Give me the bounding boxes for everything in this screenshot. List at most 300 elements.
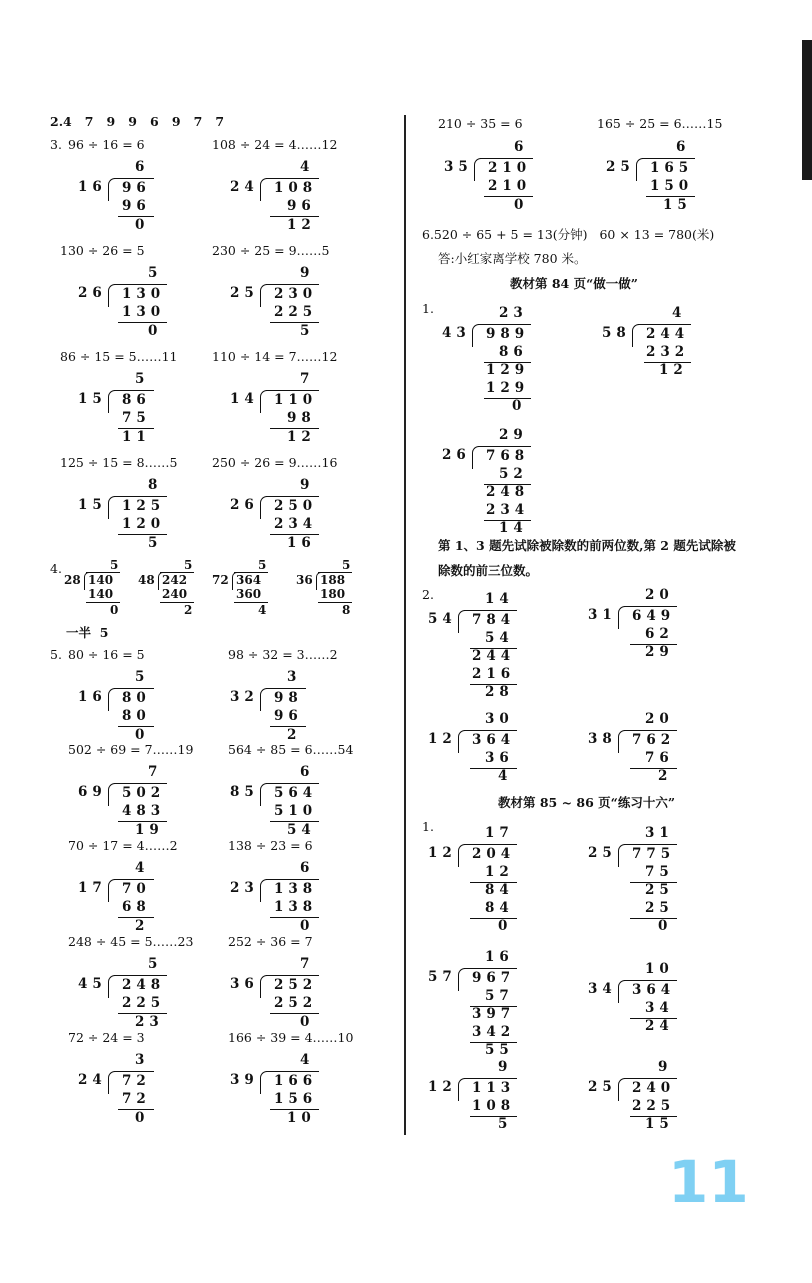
quotient: 3 (287, 669, 302, 685)
product: 96 (122, 198, 151, 214)
remainder: 54 (287, 822, 316, 838)
product: 360 (236, 587, 262, 601)
division-equation: 96 ÷ 16 = 6 (68, 137, 145, 152)
divisor: 24 (230, 179, 259, 195)
division-bar (642, 158, 695, 159)
note-line-2: 除数的前三位数。 (438, 563, 539, 578)
division-bracket (260, 178, 267, 201)
divisor: 12 (428, 1079, 457, 1095)
divisor: 25 (606, 159, 635, 175)
divisor: 17 (78, 880, 107, 896)
division-bracket (458, 968, 465, 991)
division-bracket (458, 610, 465, 633)
divisor: 15 (78, 391, 107, 407)
division-bracket (618, 1078, 625, 1101)
product: 234 (274, 516, 318, 532)
quotient: 8 (148, 477, 163, 493)
divisor: 12 (428, 845, 457, 861)
remainder: 0 (512, 398, 527, 414)
section-heading-p85: 教材第 85 ~ 86 页“练习十六” (498, 795, 676, 810)
product: 225 (274, 304, 318, 320)
dividend: 240 (632, 1080, 676, 1096)
division-bracket (260, 1071, 267, 1094)
quotient: 4 (300, 1052, 315, 1068)
division-bracket (108, 390, 115, 413)
remainder: 4 (258, 603, 267, 617)
division-equation: 86 ÷ 15 = 5……11 (60, 349, 178, 364)
product: 84 (485, 900, 514, 916)
division-bracket (260, 879, 267, 902)
division-equation: 166 ÷ 39 = 4……10 (228, 1030, 354, 1045)
division-bracket (260, 783, 267, 806)
partial-dividend: 84 (485, 882, 514, 898)
s84-label: 1. (422, 301, 434, 316)
remainder: 4 (498, 768, 513, 784)
dividend: 166 (274, 1073, 318, 1089)
quotient: 5 (135, 371, 150, 387)
quotient: 3 (135, 1052, 150, 1068)
product: 72 (122, 1091, 151, 1107)
product: 96 (274, 708, 303, 724)
divisor: 25 (588, 1079, 617, 1095)
dividend: 364 (632, 982, 676, 998)
quotient: 9 (498, 1059, 513, 1075)
remainder: 29 (645, 644, 674, 660)
quotient: 5 (342, 558, 351, 572)
quotient: 29 (499, 427, 528, 443)
product: 80 (122, 708, 151, 724)
page-edge-shadow (802, 40, 812, 180)
quotient: 5 (110, 558, 119, 572)
remainder: 5 (300, 323, 315, 339)
division-bracket (636, 158, 643, 181)
remainder: 19 (135, 822, 164, 838)
division-bracket (632, 324, 639, 347)
dividend: 165 (650, 160, 694, 176)
partial-dividend: 248 (486, 484, 530, 500)
division-bracket (618, 730, 625, 753)
dividend: 775 (632, 846, 676, 862)
divisor: 26 (230, 497, 259, 513)
dividend: 80 (122, 690, 151, 706)
dividend: 502 (122, 785, 166, 801)
division-equation: 210 ÷ 35 = 6 (438, 116, 523, 131)
product: 25 (645, 900, 674, 916)
division-bracket (108, 783, 115, 806)
product: 216 (472, 666, 516, 682)
product: 225 (632, 1098, 676, 1114)
division-equation: 248 ÷ 45 = 5……23 (68, 934, 194, 949)
dividend: 244 (646, 326, 690, 342)
dividend: 98 (274, 690, 303, 706)
division-equation: 502 ÷ 69 = 7……19 (68, 742, 194, 757)
remainder: 0 (135, 1110, 150, 1126)
division-bar (266, 284, 319, 285)
quotient: 7 (300, 371, 315, 387)
dividend: 210 (488, 160, 532, 176)
dividend: 564 (274, 785, 318, 801)
division-bracket (458, 730, 465, 753)
quotient: 5 (258, 558, 267, 572)
dividend: 989 (486, 326, 530, 342)
remainder: 0 (300, 1014, 315, 1030)
product: 232 (646, 344, 690, 360)
product: 52 (499, 466, 528, 482)
division-bracket (108, 879, 115, 902)
division-bar (114, 783, 167, 784)
quotient: 6 (300, 860, 315, 876)
remainder: 16 (287, 535, 316, 551)
division-bar (638, 324, 691, 325)
division-bracket (108, 178, 115, 201)
divisor: 38 (588, 731, 617, 747)
quotient: 20 (645, 587, 674, 603)
column-divider (404, 115, 406, 1135)
division-bracket (618, 844, 625, 867)
divisor: 23 (230, 880, 259, 896)
division-equation: 250 ÷ 26 = 9……16 (212, 455, 338, 470)
product: 98 (287, 410, 316, 426)
partial-dividend: 129 (486, 362, 530, 378)
remainder: 14 (499, 520, 528, 536)
divisor: 12 (428, 731, 457, 747)
division-bar (266, 975, 319, 976)
remainder: 12 (287, 429, 316, 445)
division-equation: 98 ÷ 32 = 3……2 (228, 647, 338, 662)
remainder: 0 (135, 727, 150, 743)
division-bracket (260, 284, 267, 307)
dividend: 762 (632, 732, 676, 748)
product: 75 (122, 410, 151, 426)
dividend: 250 (274, 498, 318, 514)
quotient: 23 (499, 305, 528, 321)
remainder: 5 (148, 535, 163, 551)
division-bar (114, 496, 167, 497)
product: 150 (650, 178, 694, 194)
division-bar (266, 879, 319, 880)
page-number: 11 (668, 1148, 749, 1216)
division-equation: 564 ÷ 85 = 6……54 (228, 742, 354, 757)
division-equation: 138 ÷ 23 = 6 (228, 838, 313, 853)
remainder: 2 (184, 603, 193, 617)
division-bracket (472, 446, 479, 469)
division-equation: 80 ÷ 16 = 5 (68, 647, 145, 662)
dividend: 108 (274, 180, 318, 196)
dividend: 364 (472, 732, 516, 748)
division-bar (624, 730, 677, 731)
remainder: 11 (122, 429, 151, 445)
quotient: 20 (645, 711, 674, 727)
divisor: 28 (64, 573, 81, 587)
partial-dividend: 244 (472, 648, 516, 664)
q6-equation: 6.520 ÷ 65 + 5 = 13(分钟) 60 × 13 = 780(米) (422, 227, 715, 242)
partial-dividend: 25 (645, 882, 674, 898)
remainder: 2 (135, 918, 150, 934)
dividend: 70 (122, 881, 151, 897)
divisor: 48 (138, 573, 155, 587)
remainder: 8 (342, 603, 351, 617)
product: 483 (122, 803, 166, 819)
dividend: 204 (472, 846, 516, 862)
remainder: 0 (148, 323, 163, 339)
division-equation: 125 ÷ 15 = 8……5 (60, 455, 178, 470)
division-bar (624, 1078, 677, 1079)
division-equation: 165 ÷ 25 = 6……15 (597, 116, 723, 131)
dividend: 138 (274, 881, 318, 897)
quotient: 6 (135, 159, 150, 175)
product: 140 (88, 587, 114, 601)
quotient: 30 (485, 711, 514, 727)
dividend: 113 (472, 1080, 516, 1096)
division-bar (114, 178, 154, 179)
product: 86 (499, 344, 528, 360)
divisor: 58 (602, 325, 631, 341)
q3-label: 3. (50, 137, 62, 152)
q2-label: 2. (422, 587, 434, 602)
quotient: 6 (514, 139, 529, 155)
division-bar (114, 975, 167, 976)
remainder: 0 (110, 603, 119, 617)
remainder: 12 (659, 362, 688, 378)
division-bar (114, 284, 167, 285)
product: 138 (274, 899, 318, 915)
product: 68 (122, 899, 151, 915)
dividend: 784 (472, 612, 516, 628)
quotient: 9 (300, 477, 315, 493)
dividend: 242 (162, 573, 188, 587)
division-bracket (618, 980, 625, 1003)
remainder: 0 (498, 918, 513, 934)
dividend: 230 (274, 286, 318, 302)
division-bracket (260, 975, 267, 998)
quotient: 4 (135, 860, 150, 876)
divisor: 26 (78, 285, 107, 301)
dividend: 248 (122, 977, 166, 993)
division-bar (266, 783, 319, 784)
remainder: 24 (645, 1018, 674, 1034)
divisor: 35 (444, 159, 473, 175)
division-bar (114, 390, 154, 391)
dividend: 130 (122, 286, 166, 302)
product: 62 (645, 626, 674, 642)
remainder: 10 (287, 1110, 316, 1126)
division-bracket (108, 496, 115, 519)
quotient: 9 (300, 265, 315, 281)
dividend: 768 (486, 448, 530, 464)
division-bar (464, 730, 517, 731)
divisor: 54 (428, 611, 457, 627)
division-bar (266, 390, 319, 391)
product: 342 (472, 1024, 516, 1040)
remainder: 0 (135, 217, 150, 233)
quotient: 5 (148, 956, 163, 972)
product: 76 (645, 750, 674, 766)
product: 120 (122, 516, 166, 532)
product: 240 (162, 587, 188, 601)
product: 96 (287, 198, 316, 214)
divisor: 32 (230, 689, 259, 705)
dividend: 649 (632, 608, 676, 624)
division-equation: 72 ÷ 24 = 3 (68, 1030, 145, 1045)
divisor: 14 (230, 391, 259, 407)
dividend: 364 (236, 573, 262, 587)
remainder: 0 (658, 918, 673, 934)
quotient: 4 (300, 159, 315, 175)
division-equation: 70 ÷ 17 = 4……2 (68, 838, 178, 853)
product: 54 (485, 630, 514, 646)
division-bar (114, 879, 154, 880)
divisor: 43 (442, 325, 471, 341)
quotient: 16 (485, 949, 514, 965)
remainder: 5 (498, 1116, 513, 1132)
division-bar (266, 178, 319, 179)
division-equation: 130 ÷ 26 = 5 (60, 243, 145, 258)
dividend: 125 (122, 498, 166, 514)
quotient: 17 (485, 825, 514, 841)
product: 180 (320, 587, 346, 601)
product: 156 (274, 1091, 318, 1107)
division-bracket (108, 975, 115, 998)
remainder: 28 (485, 684, 514, 700)
division-bracket (260, 390, 267, 413)
remainder: 15 (663, 197, 692, 213)
division-bracket (108, 1071, 115, 1094)
product: 510 (274, 803, 318, 819)
quotient: 10 (645, 961, 674, 977)
division-bar (464, 844, 517, 845)
q2-answers: 2.4 7 9 9 6 9 7 7 (50, 114, 225, 129)
divisor: 45 (78, 976, 107, 992)
division-equation: 230 ÷ 25 = 9……5 (212, 243, 330, 258)
remainder: 12 (287, 217, 316, 233)
division-bracket (474, 158, 481, 181)
division-equation: 108 ÷ 24 = 4……12 (212, 137, 338, 152)
product: 36 (485, 750, 514, 766)
product: 210 (488, 178, 532, 194)
dividend: 110 (274, 392, 318, 408)
dividend: 967 (472, 970, 516, 986)
division-bar (624, 980, 677, 981)
division-bar (464, 610, 517, 611)
product: 252 (274, 995, 318, 1011)
dividend: 252 (274, 977, 318, 993)
division-bracket (260, 688, 267, 711)
division-bar (478, 446, 531, 447)
product: 130 (122, 304, 166, 320)
quotient: 5 (148, 265, 163, 281)
division-bar (266, 1071, 319, 1072)
product: 129 (486, 380, 530, 396)
product: 108 (472, 1098, 516, 1114)
dividend: 140 (88, 573, 114, 587)
dividend: 72 (122, 1073, 151, 1089)
quotient: 6 (676, 139, 691, 155)
q4-label: 4. (50, 561, 62, 576)
quotient: 14 (485, 591, 514, 607)
divisor: 24 (78, 1072, 107, 1088)
quotient: 6 (300, 764, 315, 780)
divisor: 31 (588, 607, 617, 623)
q5-label: 5. (50, 647, 62, 662)
p85-label: 1. (422, 819, 434, 834)
note-line-1: 第 1、3 题先试除被除数的前两位数,第 2 题先试除被 (438, 538, 736, 553)
divisor: 57 (428, 969, 457, 985)
quotient: 7 (148, 764, 163, 780)
dividend: 96 (122, 180, 151, 196)
remainder: 0 (300, 918, 315, 934)
division-bracket (458, 1078, 465, 1101)
division-bar (266, 688, 306, 689)
product: 57 (485, 988, 514, 1004)
divisor: 85 (230, 784, 259, 800)
product: 34 (645, 1000, 674, 1016)
divisor: 69 (78, 784, 107, 800)
dividend: 188 (320, 573, 346, 587)
division-bar (478, 324, 531, 325)
partial-dividend: 397 (472, 1006, 516, 1022)
divisor: 25 (588, 845, 617, 861)
quotient: 5 (135, 669, 150, 685)
division-bar (114, 688, 154, 689)
q4-note: 一半 5 (66, 625, 109, 640)
division-bracket (108, 284, 115, 307)
division-bracket (108, 688, 115, 711)
divisor: 16 (78, 179, 107, 195)
product: 12 (485, 864, 514, 880)
divisor: 36 (296, 573, 313, 587)
remainder: 55 (485, 1042, 514, 1058)
quotient: 4 (672, 305, 687, 321)
divisor: 25 (230, 285, 259, 301)
division-bar (266, 496, 319, 497)
dividend: 86 (122, 392, 151, 408)
remainder: 2 (287, 727, 302, 743)
division-equation: 110 ÷ 14 = 7……12 (212, 349, 338, 364)
divisor: 39 (230, 1072, 259, 1088)
section-heading-p84: 教材第 84 页“做一做” (510, 276, 638, 291)
quotient: 9 (658, 1059, 673, 1075)
quotient: 7 (300, 956, 315, 972)
remainder: 23 (135, 1014, 164, 1030)
divisor: 34 (588, 981, 617, 997)
division-bar (464, 1078, 517, 1079)
division-bar (464, 968, 517, 969)
division-bracket (472, 324, 479, 347)
divisor: 26 (442, 447, 471, 463)
division-bracket (618, 606, 625, 629)
product: 234 (486, 502, 530, 518)
quotient: 5 (184, 558, 193, 572)
product: 225 (122, 995, 166, 1011)
division-bar (624, 844, 677, 845)
division-bar (480, 158, 533, 159)
quotient: 31 (645, 825, 674, 841)
product: 75 (645, 864, 674, 880)
remainder: 0 (514, 197, 529, 213)
divisor: 15 (78, 497, 107, 513)
division-equation: 252 ÷ 36 = 7 (228, 934, 313, 949)
divisor: 72 (212, 573, 229, 587)
q6-answer: 答:小红家离学校 780 米。 (438, 251, 587, 266)
remainder: 2 (658, 768, 673, 784)
division-bracket (260, 496, 267, 519)
remainder: 15 (645, 1116, 674, 1132)
divisor: 16 (78, 689, 107, 705)
division-bracket (458, 844, 465, 867)
divisor: 36 (230, 976, 259, 992)
division-bar (114, 1071, 154, 1072)
division-bar (624, 606, 677, 607)
